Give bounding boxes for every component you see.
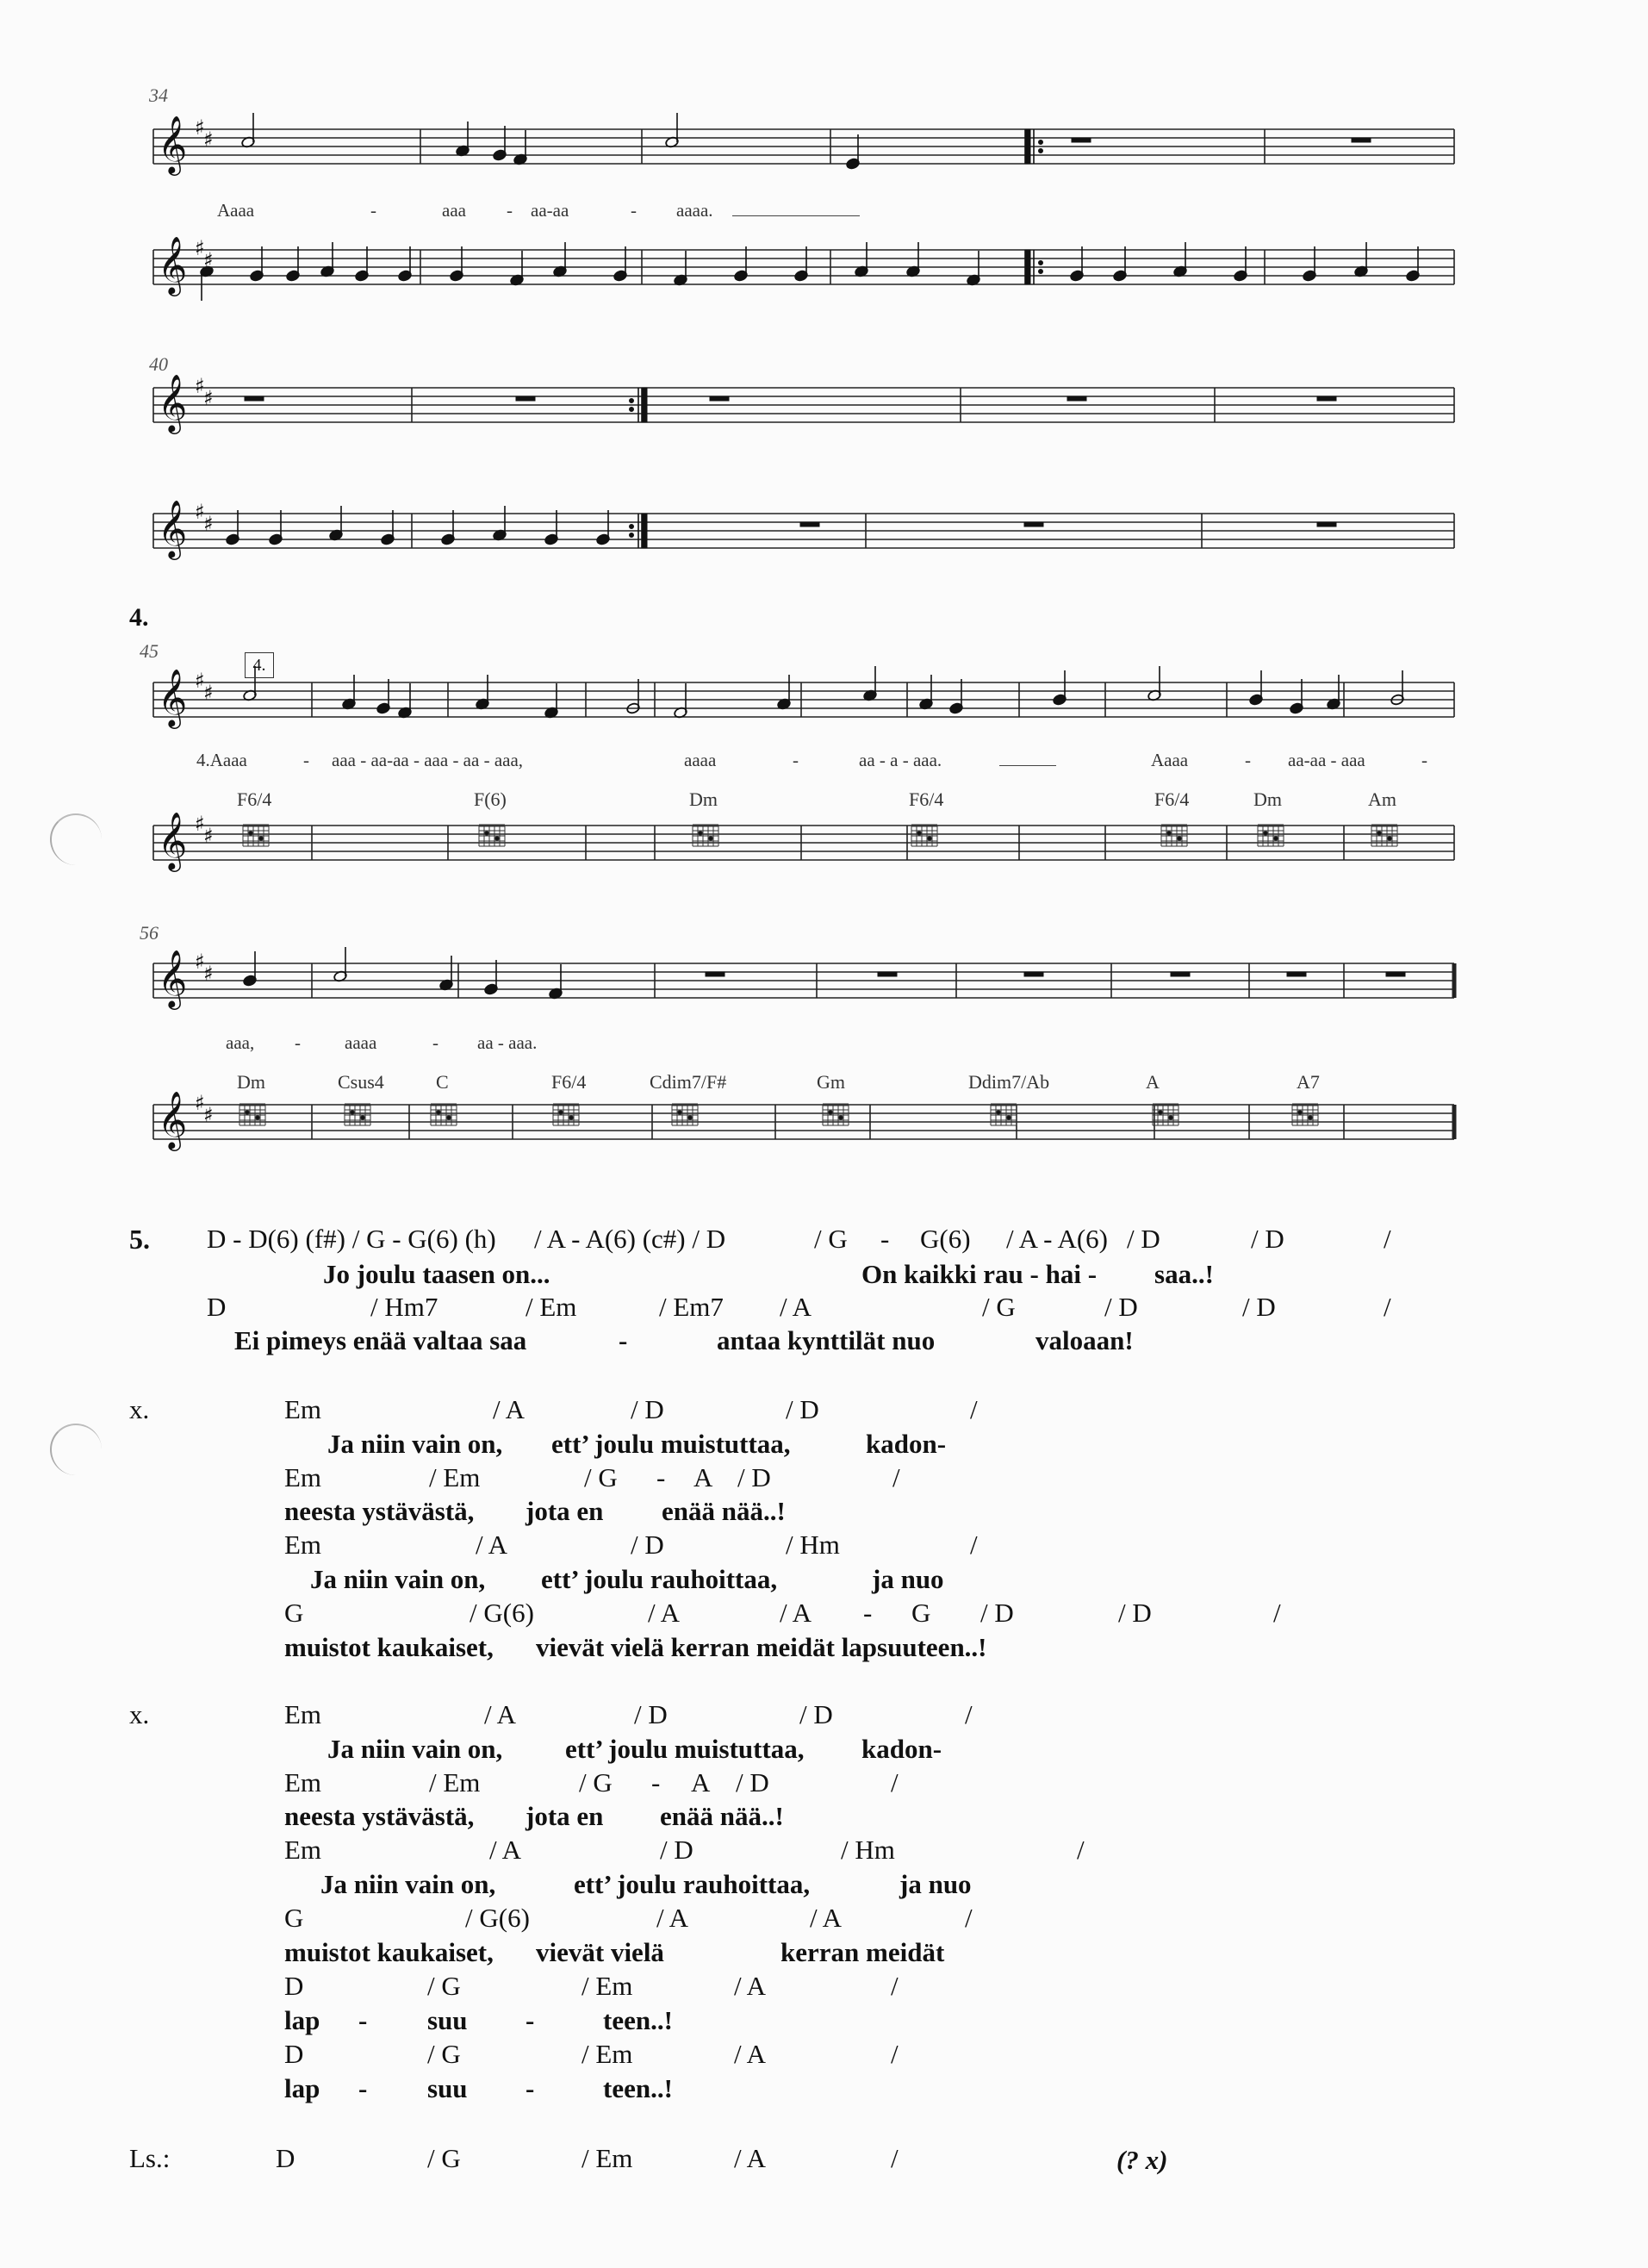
chord: D: [284, 2039, 304, 2069]
lyric: ja nuo: [899, 1869, 972, 1899]
lyric-syllable: -: [295, 1032, 301, 1053]
chord: / Em: [581, 2039, 633, 2069]
sharp-icon: ♯: [195, 1091, 205, 1115]
chord: / D: [660, 1835, 693, 1865]
chord-name: F6/4: [237, 788, 272, 810]
chorus-label: x.: [129, 1699, 150, 1729]
note: [919, 675, 934, 710]
lyric-syllable: aaa - aa-aa - aaa - aa - aaa,: [332, 750, 524, 770]
note: [376, 679, 391, 714]
lyric: Ja niin vain on,: [327, 1429, 503, 1459]
note: [456, 122, 470, 157]
sharp-icon: ♯: [195, 115, 205, 140]
chord: /: [970, 1530, 978, 1560]
lyric-syllable: aa - aaa.: [477, 1032, 538, 1053]
chord: / D: [1251, 1224, 1284, 1254]
lyric: muistot kaukaiset,: [284, 1632, 494, 1662]
note: [381, 510, 395, 545]
note: [1070, 246, 1085, 282]
chord: / D: [799, 1699, 833, 1729]
chord: / A - A(6): [1006, 1224, 1108, 1254]
chord: / G: [584, 1462, 618, 1492]
chord: G: [284, 1903, 304, 1933]
chord: /: [892, 1462, 900, 1492]
sharp-icon: ♯: [195, 950, 205, 974]
lyric: kadon-: [866, 1429, 947, 1459]
measure-number: 56: [140, 922, 159, 944]
chord: /: [891, 1767, 899, 1798]
lyric: kerran meidät: [780, 1937, 945, 1967]
whole-rest: [516, 396, 535, 401]
chord: / D: [786, 1394, 819, 1424]
lyric-syllable: -: [507, 200, 513, 221]
chord: /: [965, 1699, 973, 1729]
note: [1249, 670, 1264, 706]
whole-rest: [1352, 138, 1371, 142]
chord: / Em: [429, 1462, 481, 1492]
note: [1406, 246, 1421, 282]
lyric: lap: [284, 2073, 320, 2103]
lyric: On kaikki rau - hai -: [861, 1259, 1098, 1289]
whole-rest: [1317, 522, 1336, 526]
chord: G: [284, 1598, 304, 1628]
chorus-label: x.: [129, 1394, 150, 1424]
melisma-line: [732, 215, 860, 216]
lyric: ett’ joulu rauhoittaa,: [574, 1869, 811, 1899]
note: [493, 126, 507, 161]
lyric: teen..!: [603, 2005, 673, 2035]
chord: A: [693, 1462, 713, 1492]
chord-name: Cdim7/F#: [650, 1071, 727, 1093]
lyric: Ei pimeys enää valtaa saa: [234, 1325, 527, 1355]
chord: -: [880, 1224, 890, 1254]
note: [1173, 242, 1188, 277]
chord: / A - A(6) (c#) / D: [534, 1224, 726, 1254]
chord: -: [863, 1598, 873, 1628]
chord: / D: [980, 1598, 1014, 1628]
note: [1234, 246, 1248, 282]
chord: D: [284, 1971, 304, 2001]
sharp-icon: ♯: [195, 500, 205, 524]
chord: /: [1077, 1835, 1085, 1865]
note: [476, 675, 490, 710]
note: [243, 951, 258, 987]
repeat-bar: [642, 514, 647, 548]
note: [493, 506, 507, 541]
punch-hole: [50, 1424, 102, 1475]
chord: -: [651, 1767, 661, 1798]
chord-name: A7: [1297, 1071, 1320, 1093]
chord: D: [207, 1292, 227, 1322]
chord: Em: [284, 1699, 322, 1729]
lyric: ett’ joulu rauhoittaa,: [541, 1564, 778, 1594]
note: [1053, 670, 1067, 706]
whole-rest: [710, 396, 729, 401]
chord: G: [911, 1598, 931, 1628]
chord: / D: [634, 1699, 668, 1729]
note: [777, 675, 792, 710]
chord-name: A: [1146, 1071, 1160, 1093]
piano-staff-2: [153, 514, 1454, 548]
sharp-icon: ♯: [195, 236, 205, 260]
lyric: -: [358, 2073, 368, 2103]
sharp-icon: ♯: [203, 1103, 214, 1127]
note: [398, 683, 413, 719]
note: [863, 666, 878, 701]
chord: / D: [631, 1530, 664, 1560]
chord: Em: [284, 1530, 322, 1560]
note: [674, 251, 688, 286]
chord: A: [691, 1767, 711, 1798]
treble-clef-icon: 𝄞: [158, 1090, 188, 1149]
repeat-bar: [1025, 129, 1030, 164]
note: [1390, 670, 1405, 706]
chord: / G(6): [470, 1598, 534, 1628]
lyric: neesta ystävästä,: [284, 1801, 475, 1831]
chord-name: Am: [1368, 788, 1396, 810]
lyric: neesta ystävästä,: [284, 1496, 475, 1526]
chord: Em: [284, 1394, 322, 1424]
chord: / A: [493, 1394, 525, 1424]
sharp-icon: ♯: [203, 128, 214, 152]
sharp-icon: ♯: [203, 962, 214, 986]
note: [450, 246, 464, 282]
chord-name: F6/4: [1154, 788, 1190, 810]
lyric-syllable: -: [1421, 750, 1427, 770]
chord-name: F6/4: [909, 788, 944, 810]
section-label: 4.: [129, 603, 149, 632]
lyric-syllable: -: [631, 200, 637, 221]
chord-name: Dm: [237, 1071, 265, 1093]
note: [855, 242, 869, 277]
chord: /: [970, 1394, 978, 1424]
chord: / Em7: [659, 1292, 724, 1322]
note: [665, 113, 680, 148]
chord: / A: [484, 1699, 517, 1729]
chord: / D: [631, 1394, 664, 1424]
sharp-icon: ♯: [203, 681, 214, 705]
note: [439, 956, 454, 991]
chord: /: [1384, 1292, 1391, 1322]
chord: / Em: [429, 1767, 481, 1798]
melisma-line: [999, 765, 1056, 766]
lyric: teen..!: [603, 2073, 673, 2103]
lyric-syllable: -: [303, 750, 309, 770]
treble-clef-icon: 𝄞: [158, 811, 188, 869]
lyric: enää nää..!: [660, 1801, 784, 1831]
chord-name: F(6): [474, 788, 507, 810]
lyric: jota en: [525, 1496, 604, 1526]
sharp-icon: ♯: [195, 812, 205, 836]
sharp-icon: ♯: [203, 512, 214, 536]
chord: D - D(6) (f#) / G - G(6) (h): [207, 1224, 496, 1254]
chord: / G: [427, 1971, 461, 2001]
note: [794, 246, 809, 282]
treble-clef-icon: 𝄞: [158, 949, 188, 1007]
note: [510, 251, 525, 286]
chord: D: [276, 2143, 295, 2173]
chord: /: [891, 2143, 899, 2173]
lyric: suu: [427, 2005, 468, 2035]
note: [398, 246, 413, 282]
lyric: ja nuo: [872, 1564, 944, 1594]
chord: / D: [736, 1767, 769, 1798]
note: [286, 246, 301, 282]
treble-clef-icon: 𝄞: [158, 115, 188, 173]
vocal-staff-1: [153, 129, 1454, 164]
lyric-syllable: -: [1245, 750, 1251, 770]
lyric-syllable: aaa: [442, 200, 466, 221]
sharp-icon: ♯: [203, 386, 214, 410]
repeat-bar: [1025, 250, 1030, 284]
whole-rest: [1024, 522, 1043, 526]
chord: / D: [1104, 1292, 1138, 1322]
lyric-syllable: Aaaa: [1151, 750, 1189, 770]
note: [1303, 246, 1317, 282]
verse-label: 5.: [129, 1224, 150, 1255]
treble-clef-icon: 𝄞: [158, 499, 188, 558]
lyric: vievät vielä kerran meidät lapsuuteen..!: [536, 1632, 987, 1662]
chord: G(6): [920, 1224, 971, 1254]
lyric: Ja niin vain on,: [310, 1564, 486, 1594]
whole-rest: [1386, 972, 1405, 976]
rehearsal-box: 4.: [245, 652, 274, 678]
chord: / A: [648, 1598, 681, 1628]
note: [269, 510, 283, 545]
chord: / D: [1242, 1292, 1276, 1322]
repeat-note: (? x): [1116, 2145, 1168, 2175]
chord: / D: [1118, 1598, 1152, 1628]
chord: / A: [734, 2143, 767, 2173]
whole-rest: [1024, 972, 1043, 976]
whole-rest: [878, 972, 897, 976]
lyric-syllable: -: [432, 1032, 438, 1053]
chord: / A: [734, 1971, 767, 2001]
sharp-icon: ♯: [195, 669, 205, 693]
chord: / A: [476, 1530, 508, 1560]
lyric: enää nää..!: [662, 1496, 786, 1526]
whole-rest: [1171, 972, 1190, 976]
chord: /: [965, 1903, 973, 1933]
lyric: kadon-: [861, 1734, 942, 1764]
vocal-staff-4: [153, 963, 1454, 998]
chord: /: [1273, 1598, 1281, 1628]
chord: / G: [982, 1292, 1016, 1322]
chord-name: Csus4: [338, 1071, 384, 1093]
note: [513, 130, 528, 165]
sharp-icon: ♯: [203, 248, 214, 272]
chord: / Em: [525, 1292, 577, 1322]
note: [613, 246, 628, 282]
lyric: ett’ joulu muistuttaa,: [551, 1429, 791, 1459]
chord: /: [1384, 1224, 1391, 1254]
lyric: suu: [427, 2073, 468, 2103]
lyric: antaa kynttilät nuo: [717, 1325, 936, 1355]
treble-clef-icon: 𝄞: [158, 235, 188, 294]
chord-name: C: [436, 1071, 449, 1093]
lyric: -: [525, 2073, 535, 2103]
chord-name: Ddim7/Ab: [968, 1071, 1050, 1093]
lyric-syllable: -: [793, 750, 799, 770]
note: [553, 242, 568, 277]
lyric-syllable: aaaa: [684, 750, 717, 770]
chord: / G(6): [465, 1903, 530, 1933]
chord: / A: [656, 1903, 689, 1933]
note: [734, 246, 749, 282]
chord: Em: [284, 1835, 322, 1865]
note: [967, 251, 981, 286]
lyric: saa..!: [1154, 1259, 1214, 1289]
chord: / A: [780, 1598, 812, 1628]
note: [1290, 679, 1304, 714]
note: [1147, 666, 1162, 701]
note: [241, 113, 256, 148]
note: [226, 510, 240, 545]
repeat-bar: [642, 388, 647, 422]
chord: / G: [427, 2039, 461, 2069]
note: [329, 506, 344, 541]
lyric: lap: [284, 2005, 320, 2035]
lyric-syllable: aaa,: [226, 1032, 255, 1053]
lyric-syllable: 4.Aaaa: [196, 750, 247, 770]
note: [355, 246, 370, 282]
lyric-syllable: aa-aa - aaa: [1288, 750, 1365, 770]
chord: / G: [427, 2143, 461, 2173]
treble-clef-icon: 𝄞: [158, 668, 188, 726]
note: [846, 134, 861, 170]
lyric: ett’ joulu muistuttaa,: [565, 1734, 805, 1764]
chord: / D: [1127, 1224, 1160, 1254]
treble-clef-icon: 𝄞: [158, 373, 188, 432]
whole-rest: [1317, 396, 1336, 401]
lyric-syllable: aa-aa: [531, 200, 569, 221]
chord-name: F6/4: [551, 1071, 587, 1093]
chord: /: [891, 2039, 899, 2069]
chord: / Hm: [841, 1835, 895, 1865]
lyric: -: [525, 2005, 535, 2035]
note: [1354, 242, 1369, 277]
chord: / Hm7: [370, 1292, 438, 1322]
lyric: valoaan!: [1035, 1325, 1134, 1355]
lyric-syllable: aaaa.: [676, 200, 713, 221]
lyric: jota en: [525, 1801, 604, 1831]
lyric-syllable: aaaa: [345, 1032, 377, 1053]
lyric: muistot kaukaiset,: [284, 1937, 494, 1967]
whole-rest: [245, 396, 264, 401]
note: [626, 679, 641, 714]
note: [549, 964, 563, 1000]
note: [484, 960, 499, 995]
whole-rest: [1287, 972, 1306, 976]
lyric-syllable: -: [370, 200, 376, 221]
lyric: -: [358, 2005, 368, 2035]
sharp-icon: ♯: [195, 374, 205, 398]
chord: Em: [284, 1767, 322, 1798]
note: [1113, 246, 1128, 282]
note: [1327, 675, 1341, 710]
note: [544, 510, 559, 545]
note: [320, 242, 335, 277]
chord: / A: [780, 1292, 812, 1322]
whole-rest: [800, 522, 819, 526]
note: [250, 246, 264, 282]
chord: / Hm: [786, 1530, 840, 1560]
note: [342, 675, 357, 710]
measure-number: 45: [140, 640, 159, 662]
lyric: -: [619, 1325, 628, 1355]
chord: / A: [489, 1835, 522, 1865]
chord: Em: [284, 1462, 322, 1492]
lyric-syllable: Aaaa: [217, 200, 255, 221]
lyric-syllable: aa - a - aaa.: [859, 750, 942, 770]
note: [674, 683, 688, 719]
lyric: vievät vielä: [536, 1937, 664, 1967]
note: [333, 947, 348, 982]
chord-name: Gm: [817, 1071, 845, 1093]
note: [441, 510, 456, 545]
vocal-staff-2: [153, 388, 1454, 422]
sharp-icon: ♯: [203, 824, 214, 848]
whole-rest: [1067, 396, 1086, 401]
chord: / Em: [581, 1971, 633, 2001]
lyric: Jo joulu taasen on...: [323, 1259, 550, 1289]
chord: / G: [814, 1224, 848, 1254]
outro-label: Ls.:: [129, 2143, 171, 2173]
chord-name: Dm: [689, 788, 718, 810]
chord: / G: [579, 1767, 613, 1798]
chord: / Em: [581, 2143, 633, 2173]
chord: / A: [810, 1903, 843, 1933]
chord: / A: [734, 2039, 767, 2069]
measure-number: 34: [149, 84, 168, 106]
whole-rest: [706, 972, 724, 976]
chord: -: [656, 1462, 666, 1492]
note: [596, 510, 611, 545]
chord: / D: [737, 1462, 771, 1492]
note: [906, 242, 921, 277]
chord: /: [891, 1971, 899, 2001]
note: [949, 679, 964, 714]
note: [544, 683, 559, 719]
whole-rest: [1072, 138, 1091, 142]
measure-number: 40: [149, 353, 168, 375]
lyric: Ja niin vain on,: [320, 1869, 496, 1899]
chord-name: Dm: [1253, 788, 1282, 810]
lyric: Ja niin vain on,: [327, 1734, 503, 1764]
